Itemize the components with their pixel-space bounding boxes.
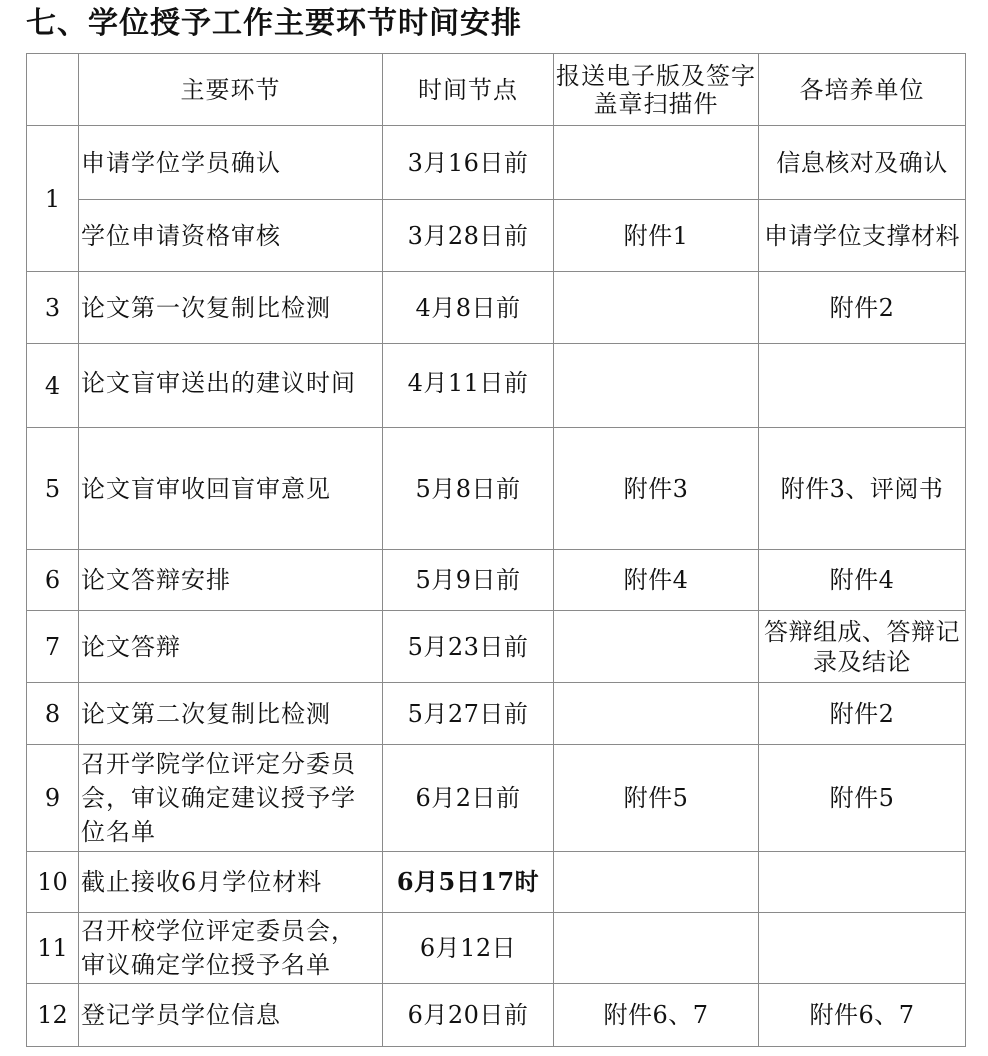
step-cell: 论文第一次复制比检测	[79, 272, 383, 344]
header-no	[27, 54, 79, 126]
time-cell: 5月9日前	[383, 550, 554, 611]
submit-cell	[554, 852, 759, 913]
unit-cell: 信息核对及确认	[759, 126, 966, 200]
row-number: 9	[27, 745, 79, 852]
unit-cell: 附件3、评阅书	[759, 428, 966, 550]
step-cell: 论文盲审收回盲审意见	[79, 428, 383, 550]
submit-cell: 附件6、7	[554, 984, 759, 1047]
time-cell: 5月23日前	[383, 611, 554, 683]
table-row	[27, 550, 966, 611]
header-unit: 各培养单位	[759, 54, 966, 126]
unit-cell: 附件2	[759, 272, 966, 344]
step-cell: 学位申请资格审核	[79, 200, 383, 272]
time-cell: 3月16日前	[383, 126, 554, 200]
step-cell: 召开学院学位评定分委员会，审议确定建议授予学位名单	[79, 745, 383, 852]
time-cell: 6月2日前	[383, 745, 554, 852]
submit-cell	[554, 344, 759, 428]
table-row	[27, 611, 966, 683]
row-number: 10	[27, 852, 79, 913]
row-number: 7	[27, 611, 79, 683]
time-cell: 6月5日17时	[383, 852, 554, 913]
unit-cell: 答辩组成、答辩记录及结论	[759, 611, 966, 683]
submit-cell	[554, 913, 759, 984]
step-cell: 截止接收6月学位材料	[79, 852, 383, 913]
row-number: 6	[27, 550, 79, 611]
time-cell: 3月28日前	[383, 200, 554, 272]
step-cell: 论文第二次复制比检测	[79, 683, 383, 745]
unit-cell	[759, 852, 966, 913]
time-cell: 6月12日	[383, 913, 554, 984]
header-submit: 报送电子版及签字盖章扫描件	[554, 54, 759, 126]
row-number: 12	[27, 984, 79, 1047]
step-cell: 召开校学位评定委员会，审议确定学位授予名单	[79, 913, 383, 984]
submit-cell	[554, 611, 759, 683]
step-cell: 论文答辩	[79, 611, 383, 683]
submit-cell	[554, 126, 759, 200]
time-cell: 4月11日前	[383, 344, 554, 428]
header-step: 主要环节	[79, 54, 383, 126]
row-number: 8	[27, 683, 79, 745]
submit-cell: 附件4	[554, 550, 759, 611]
step-cell: 登记学员学位信息	[79, 984, 383, 1047]
unit-cell: 附件4	[759, 550, 966, 611]
time-cell: 5月8日前	[383, 428, 554, 550]
section-title: 七、学位授予工作主要环节时间安排	[26, 6, 522, 41]
step-cell: 论文盲审送出的建议时间	[79, 344, 383, 428]
submit-cell: 附件1	[554, 200, 759, 272]
row-number: 1	[27, 126, 79, 272]
table-row	[27, 913, 966, 984]
table-row	[27, 745, 966, 852]
table-row	[27, 428, 966, 550]
header-time: 时间节点	[383, 54, 554, 126]
row-number: 3	[27, 272, 79, 344]
table-row	[27, 344, 966, 428]
table-row	[27, 126, 966, 200]
table-row	[27, 984, 966, 1047]
table-row	[27, 200, 966, 272]
submit-cell	[554, 272, 759, 344]
unit-cell	[759, 344, 966, 428]
row-number: 5	[27, 428, 79, 550]
unit-cell: 附件5	[759, 745, 966, 852]
submit-cell	[554, 683, 759, 745]
row-number: 4	[27, 344, 79, 428]
step-cell: 申请学位学员确认	[79, 126, 383, 200]
time-cell: 6月20日前	[383, 984, 554, 1047]
table-row	[27, 272, 966, 344]
table-row	[27, 852, 966, 913]
unit-cell: 附件6、7	[759, 984, 966, 1047]
time-cell: 4月8日前	[383, 272, 554, 344]
unit-cell	[759, 913, 966, 984]
row-number: 11	[27, 913, 79, 984]
table-header-row	[27, 54, 966, 126]
table-row	[27, 683, 966, 745]
step-cell: 论文答辩安排	[79, 550, 383, 611]
schedule-table	[26, 53, 966, 1047]
submit-cell: 附件3	[554, 428, 759, 550]
unit-cell: 附件2	[759, 683, 966, 745]
unit-cell: 申请学位支撑材料	[759, 200, 966, 272]
time-cell: 5月27日前	[383, 683, 554, 745]
submit-cell: 附件5	[554, 745, 759, 852]
